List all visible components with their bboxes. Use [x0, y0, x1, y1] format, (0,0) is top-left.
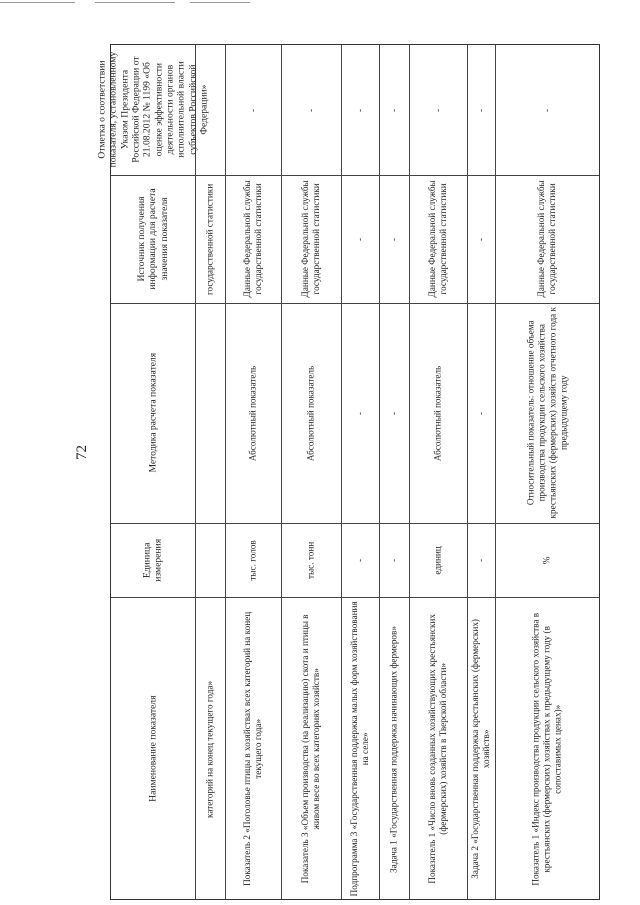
- table-cell-decree: [195, 45, 225, 175]
- table-cell-source-text: -: [475, 237, 486, 241]
- table-cell-name-text: Показатель 2 «Поголовье птицы в хозяйствах всех категорий на конец текущего года»: [242, 611, 263, 887]
- table-cell-name-text: Показатель 3 «Объем производства (на реализацию) скота и птицы в живом весе во всех категориях хозяйств»: [300, 614, 321, 884]
- table-cell-unit-text: -: [354, 558, 365, 562]
- table-cell-method: [467, 303, 495, 523]
- table-cell-name-text: Подпрограмма 3 «Государственная поддержка малых форм хозяйствования на селе»: [349, 601, 370, 897]
- table-cell-name: [281, 597, 341, 901]
- table-cell-unit: [281, 523, 341, 597]
- table-cell-decree-text: -: [354, 108, 365, 112]
- table-cell-unit: [495, 523, 599, 597]
- table-cell-method: [225, 303, 281, 523]
- page-number-text: 72: [73, 444, 90, 460]
- table-cell-decree: [225, 45, 281, 175]
- table-cell-decree: [495, 45, 599, 175]
- indicator-table: [96, 44, 600, 900]
- table-cell-source-text: Данные Федеральной службы государственной статистики: [300, 180, 321, 298]
- table-cell-unit: [379, 523, 409, 597]
- table-cell-name-text: Показатель 1 «Индекс производства продукции сельского хозяйства в крестьянских (фермерских) хозяйствах к предыдущему году (в сопоставимых ценах)»: [530, 612, 563, 886]
- table-cell-decree-text: -: [388, 108, 399, 112]
- header-cell-source-text: Источник получения информации для расчета значения показателя: [136, 188, 170, 290]
- table-cell-source-text: -: [388, 237, 399, 241]
- table-cell-decree-text: -: [475, 108, 486, 112]
- table-cell-unit: [409, 523, 467, 597]
- table-cell-source: [341, 175, 379, 303]
- table-cell-unit: [341, 523, 379, 597]
- table-cell-decree: [281, 45, 341, 175]
- header-cell-decree-text: Отметка о соответствии показателя, установленному Указом Президента Российской Федерации от 21.08.2012 № 1199 «Об оценке эффективности деятельности органов исполнительной власти субъектов Российской Федерации»: [96, 52, 210, 168]
- table-cell-source: [467, 175, 495, 303]
- header-cell-method: [111, 303, 195, 523]
- table-cell-name: [495, 597, 599, 901]
- table-cell-method: [281, 303, 341, 523]
- header-cell-method-text: Методика расчета показателя: [147, 353, 159, 473]
- table-cell-method-text: Абсолютный показатель: [247, 365, 258, 461]
- table-cell-name-text: Задача 2 «Государственная поддержка крестьянских (фермерских) хозяйств»: [470, 619, 491, 879]
- table-cell-source: [409, 175, 467, 303]
- table-cell-name: [195, 597, 225, 901]
- table-cell-method: [379, 303, 409, 523]
- table-cell-source-text: государственной статистики: [204, 183, 215, 295]
- table-cell-unit-text: единиц: [432, 545, 443, 575]
- table-cell-name-text: Показатель 1 «Число вновь созданных хозяйствующих крестьянских (фермерских) хозяйств в Тверской области»: [427, 614, 448, 884]
- table-cell-source: [225, 175, 281, 303]
- scan-artifact-line: [190, 2, 250, 3]
- header-cell-name-text: Наименование показателя: [147, 695, 159, 803]
- table-cell-decree-text: -: [305, 108, 316, 112]
- table-cell-decree-text: -: [247, 108, 258, 112]
- table-cell-decree: [409, 45, 467, 175]
- header-cell-name: [111, 597, 195, 901]
- table-cell-source: [495, 175, 599, 303]
- scan-artifact-line: [0, 2, 75, 3]
- header-cell-decree: [96, 45, 210, 175]
- table-cell-method-text: Абсолютный показатель: [432, 365, 443, 461]
- table-cell-decree: [341, 45, 379, 175]
- table-cell-name: [379, 597, 409, 901]
- header-cell-unit-text: Единица измерения: [141, 538, 164, 582]
- table-cell-name: [341, 597, 379, 901]
- table-cell-name: [409, 597, 467, 901]
- table-cell-method-text: Абсолютный показатель: [305, 365, 316, 461]
- table-cell-unit: [225, 523, 281, 597]
- table-cell-source-text: Данные Федеральной службы государственной статистики: [536, 180, 557, 298]
- table-cell-name: [467, 597, 495, 901]
- table-cell-unit-text: тыс. голов: [247, 539, 258, 581]
- table-cell-method: [195, 303, 225, 523]
- table-cell-method: [409, 303, 467, 523]
- table-cell-decree: [467, 45, 495, 175]
- table-cell-source-text: -: [354, 237, 365, 241]
- table-cell-method-text: -: [388, 411, 399, 415]
- table-cell-method-text: Относительный показатель: отношение объема производства продукции сельского хозяйства крестьянских (фермерских) хозяйств отчетного года к предыдущему году: [525, 307, 568, 519]
- table-cell-source: [195, 175, 225, 303]
- table-cell-source-text: Данные Федеральной службы государственной статистики: [242, 180, 263, 298]
- table-cell-method-text: -: [475, 411, 486, 415]
- table-cell-method-text: -: [354, 411, 365, 415]
- table-cell-unit-text: %: [541, 556, 552, 564]
- table-cell-unit: [195, 523, 225, 597]
- scan-artifact-line: [95, 2, 175, 3]
- table-cell-method: [495, 303, 599, 523]
- table-cell-unit-text: -: [388, 558, 399, 562]
- table-cell-name-text: категорий на конец текущего года»: [204, 680, 215, 818]
- table-cell-source: [281, 175, 341, 303]
- table-cell-unit: [467, 523, 495, 597]
- table-cell-unit-text: тыс. тонн: [305, 541, 316, 579]
- table-cell-source-text: Данные Федеральной службы государственной статистики: [427, 180, 448, 298]
- header-cell-unit: [111, 523, 195, 597]
- table-cell-unit-text: -: [475, 558, 486, 562]
- table-cell-method: [341, 303, 379, 523]
- table-cell-decree-text: -: [541, 108, 552, 112]
- table-cell-source: [379, 175, 409, 303]
- table-cell-decree-text: -: [432, 108, 443, 112]
- table-cell-name: [225, 597, 281, 901]
- header-cell-source: [111, 175, 195, 303]
- table-cell-decree: [379, 45, 409, 175]
- table-cell-name-text: Задача 1 «Государственная поддержка начинающих фермеров»: [388, 625, 399, 873]
- page-number: [73, 440, 90, 464]
